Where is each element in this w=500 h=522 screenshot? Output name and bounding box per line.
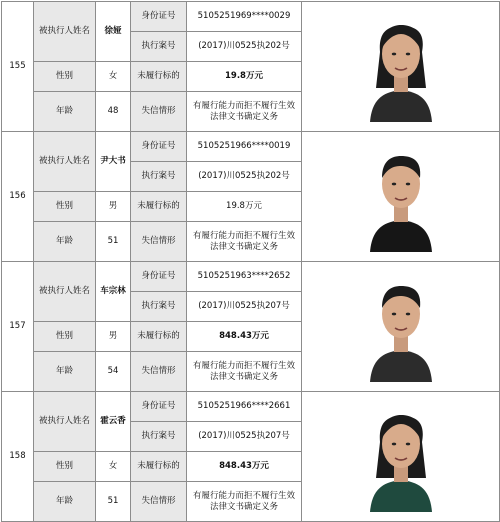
person-name: 车宗林 <box>96 262 131 322</box>
person-photo-icon <box>356 142 446 252</box>
unfulfilled-label: 未履行标的 <box>131 192 187 222</box>
case-number-value: (2017)川0525执207号 <box>187 422 302 452</box>
record-index: 156 <box>2 132 34 262</box>
records-table <box>1 1 500 522</box>
gender-value: 女 <box>96 452 131 482</box>
id-card-value: 5105251966****2661 <box>187 392 302 422</box>
unfulfilled-value: 19.8万元 <box>187 62 302 92</box>
person-photo-cell <box>302 132 500 262</box>
person-photo-cell <box>302 2 500 132</box>
case-number-value: (2017)川0525执202号 <box>187 162 302 192</box>
id-card-label: 身份证号 <box>131 392 187 422</box>
record-row <box>2 2 500 32</box>
dishonest-label: 失信情形 <box>131 352 187 392</box>
unfulfilled-value: 848.43万元 <box>187 452 302 482</box>
id-card-label: 身份证号 <box>131 262 187 292</box>
record-index: 157 <box>2 262 34 392</box>
age-label: 年龄 <box>34 92 96 132</box>
case-number-label: 执行案号 <box>131 422 187 452</box>
record-index: 158 <box>2 392 34 522</box>
record-row <box>2 132 500 162</box>
name-label: 被执行人姓名 <box>34 2 96 62</box>
dishonest-value: 有履行能力而拒不履行生效法律文书确定义务 <box>187 352 302 392</box>
unfulfilled-value: 19.8万元 <box>187 192 302 222</box>
person-photo-icon <box>356 12 446 122</box>
age-label: 年龄 <box>34 222 96 262</box>
gender-value: 女 <box>96 62 131 92</box>
dishonest-label: 失信情形 <box>131 92 187 132</box>
id-card-label: 身份证号 <box>131 132 187 162</box>
id-card-value: 5105251966****0019 <box>187 132 302 162</box>
id-card-label: 身份证号 <box>131 2 187 32</box>
dishonest-value: 有履行能力而拒不履行生效法律文书确定义务 <box>187 482 302 522</box>
id-card-value: 5105251963****2652 <box>187 262 302 292</box>
unfulfilled-label: 未履行标的 <box>131 452 187 482</box>
name-label: 被执行人姓名 <box>34 132 96 192</box>
gender-label: 性别 <box>34 192 96 222</box>
dishonest-persons-sheet <box>1 1 499 512</box>
gender-label: 性别 <box>34 452 96 482</box>
age-value: 48 <box>96 92 131 132</box>
person-name: 徐娅 <box>96 2 131 62</box>
age-value: 51 <box>96 222 131 262</box>
person-photo-icon <box>356 402 446 512</box>
case-number-label: 执行案号 <box>131 32 187 62</box>
dishonest-value: 有履行能力而拒不履行生效法律文书确定义务 <box>187 92 302 132</box>
name-label: 被执行人姓名 <box>34 392 96 452</box>
dishonest-label: 失信情形 <box>131 222 187 262</box>
case-number-value: (2017)川0525执207号 <box>187 292 302 322</box>
record-row <box>2 392 500 422</box>
case-number-label: 执行案号 <box>131 162 187 192</box>
person-photo-icon <box>356 272 446 382</box>
age-label: 年龄 <box>34 482 96 522</box>
dishonest-label: 失信情形 <box>131 482 187 522</box>
unfulfilled-label: 未履行标的 <box>131 62 187 92</box>
dishonest-value: 有履行能力而拒不履行生效法律文书确定义务 <box>187 222 302 262</box>
case-number-value: (2017)川0525执202号 <box>187 32 302 62</box>
unfulfilled-label: 未履行标的 <box>131 322 187 352</box>
record-row <box>2 262 500 292</box>
case-number-label: 执行案号 <box>131 292 187 322</box>
person-name: 尹大书 <box>96 132 131 192</box>
gender-value: 男 <box>96 322 131 352</box>
person-name: 霍云香 <box>96 392 131 452</box>
gender-label: 性别 <box>34 322 96 352</box>
age-label: 年龄 <box>34 352 96 392</box>
gender-label: 性别 <box>34 62 96 92</box>
gender-value: 男 <box>96 192 131 222</box>
person-photo-cell <box>302 262 500 392</box>
unfulfilled-value: 848.43万元 <box>187 322 302 352</box>
age-value: 51 <box>96 482 131 522</box>
name-label: 被执行人姓名 <box>34 262 96 322</box>
id-card-value: 5105251969****0029 <box>187 2 302 32</box>
age-value: 54 <box>96 352 131 392</box>
record-index: 155 <box>2 2 34 132</box>
person-photo-cell <box>302 392 500 522</box>
